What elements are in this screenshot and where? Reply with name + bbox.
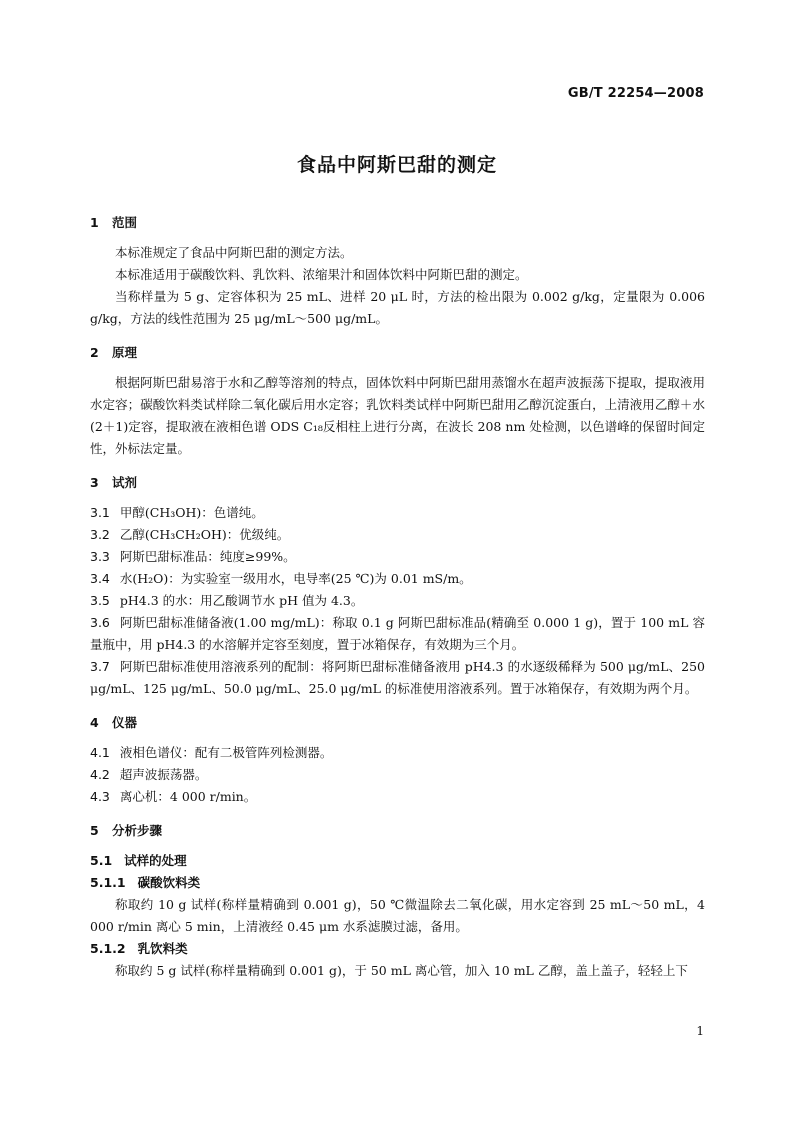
section-heading-scope	[90, 212, 705, 234]
subsection-heading	[90, 938, 705, 960]
section-heading-procedure	[90, 820, 705, 842]
item-number: 3.4	[90, 571, 110, 586]
apparatus-item	[90, 742, 705, 764]
item-text: 离心机：4 000 r/min。	[119, 789, 257, 804]
section-heading-reagents	[90, 472, 705, 494]
item-text: 阿斯巴甜标准使用溶液系列的配制：将阿斯巴甜标准储备液用 pH4.3 的水逐级稀释为 500 μg/mL、250 μg/mL、125 μg/mL、50.0 μg/mL、25.0 μg/mL 的标准使用溶液系列。置于冰箱保存，有效期为两个月。	[90, 659, 705, 696]
item-text: 超声波振荡器。	[119, 767, 208, 782]
page-number: 1	[696, 1024, 704, 1038]
reagent-item	[90, 568, 705, 590]
section-number: 4	[90, 715, 99, 730]
section-title: 仪器	[112, 715, 138, 730]
item-number: 3.3	[90, 549, 110, 564]
item-number: 4.1	[90, 745, 110, 760]
item-text: 阿斯巴甜标准品：纯度≥99%。	[119, 549, 296, 564]
reagent-item	[90, 656, 705, 700]
paragraph: 称取约 5 g 试样(称样量精确到 0.001 g)，于 50 mL 离心管，加入 10 mL 乙醇，盖上盖子，轻轻上下	[115, 963, 688, 978]
section-heading-principle	[90, 342, 705, 364]
apparatus-item	[90, 786, 705, 808]
subsection-number: 5.1.2	[90, 941, 126, 956]
reagent-item	[90, 590, 705, 612]
section-number: 3	[90, 475, 99, 490]
paragraph: 本标准规定了食品中阿斯巴甜的测定方法。	[115, 245, 353, 260]
item-number: 3.6	[90, 615, 110, 630]
paragraph: 本标准适用于碳酸饮料、乳饮料、浓缩果汁和固体饮料中阿斯巴甜的测定。	[115, 267, 528, 282]
subsection-title: 乳饮料类	[137, 941, 188, 956]
section-heading-apparatus	[90, 712, 705, 734]
item-text: 水(H₂O)：为实验室一级用水，电导率(25 ℃)为 0.01 mS/m。	[119, 571, 472, 586]
item-text: 甲醇(CH₃OH)：色谱纯。	[119, 505, 264, 520]
item-number: 4.3	[90, 789, 110, 804]
apparatus-item	[90, 764, 705, 786]
section-title: 分析步骤	[112, 823, 163, 838]
subsection-number: 5.1	[90, 853, 113, 868]
item-text: 液相色谱仪：配有二极管阵列检测器。	[119, 745, 333, 760]
item-number: 3.1	[90, 505, 110, 520]
item-number: 3.5	[90, 593, 110, 608]
reagent-item	[90, 546, 705, 568]
item-text: 乙醇(CH₃CH₂OH)：优级纯。	[119, 527, 290, 542]
subsection-title: 试样的处理	[124, 853, 187, 868]
subsection-title: 碳酸饮料类	[137, 875, 201, 890]
reagent-item	[90, 524, 705, 546]
paragraph: 称取约 10 g 试样(称样量精确到 0.001 g)，50 ℃微温除去二氧化碳，用水定容到 25 mL～50 mL，4 000 r/min 离心 5 min，上清液经 0.45 μm 水系滤膜过滤，备用。	[90, 897, 705, 934]
section-title: 范围	[112, 215, 138, 230]
subsection-heading	[90, 872, 705, 894]
item-text: pH4.3 的水：用乙酸调节水 pH 值为 4.3。	[119, 593, 364, 608]
item-number: 3.2	[90, 527, 110, 542]
reagent-item	[90, 612, 705, 656]
paragraph: 当称样量为 5 g、定容体积为 25 mL、进样 20 μL 时，方法的检出限为 0.002 g/kg，定量限为 0.006 g/kg，方法的线性范围为 25 μg/mL～500 μg/mL。	[90, 289, 705, 326]
paragraph: 根据阿斯巴甜易溶于水和乙醇等溶剂的特点，固体饮料中阿斯巴甜用蒸馏水在超声波振荡下提取，提取液用水定容；碳酸饮料类试样除二氧化碳后用水定容；乳饮料类试样中阿斯巴甜用乙醇沉淀蛋白，上清液用乙醇＋水(2＋1)定容，提取液在液相色谱 ODS C₁₈反相柱上进行分离，在波长 208 nm 处检测，以色谱峰的保留时间定性，外标法定量。	[90, 375, 705, 456]
section-number: 5	[90, 823, 99, 838]
item-text: 阿斯巴甜标准储备液(1.00 mg/mL)：称取 0.1 g 阿斯巴甜标准品(精确至 0.000 1 g)，置于 100 mL 容量瓶中，用 pH4.3 的水溶解并定容至刻度，置于冰箱保存，有效期为三个月。	[90, 615, 705, 652]
section-number: 1	[90, 215, 99, 230]
section-title: 试剂	[112, 475, 138, 490]
document-title: 食品中阿斯巴甜的测定	[296, 154, 497, 176]
section-title: 原理	[112, 345, 138, 360]
item-number: 4.2	[90, 767, 110, 782]
section-number: 2	[90, 345, 99, 360]
document-body	[90, 212, 705, 982]
subsection-number: 5.1.1	[90, 875, 126, 890]
reagent-item	[90, 502, 705, 524]
subsection-heading	[90, 850, 705, 872]
standard-code: GB/T 22254—2008	[567, 86, 704, 101]
item-number: 3.7	[90, 659, 110, 674]
